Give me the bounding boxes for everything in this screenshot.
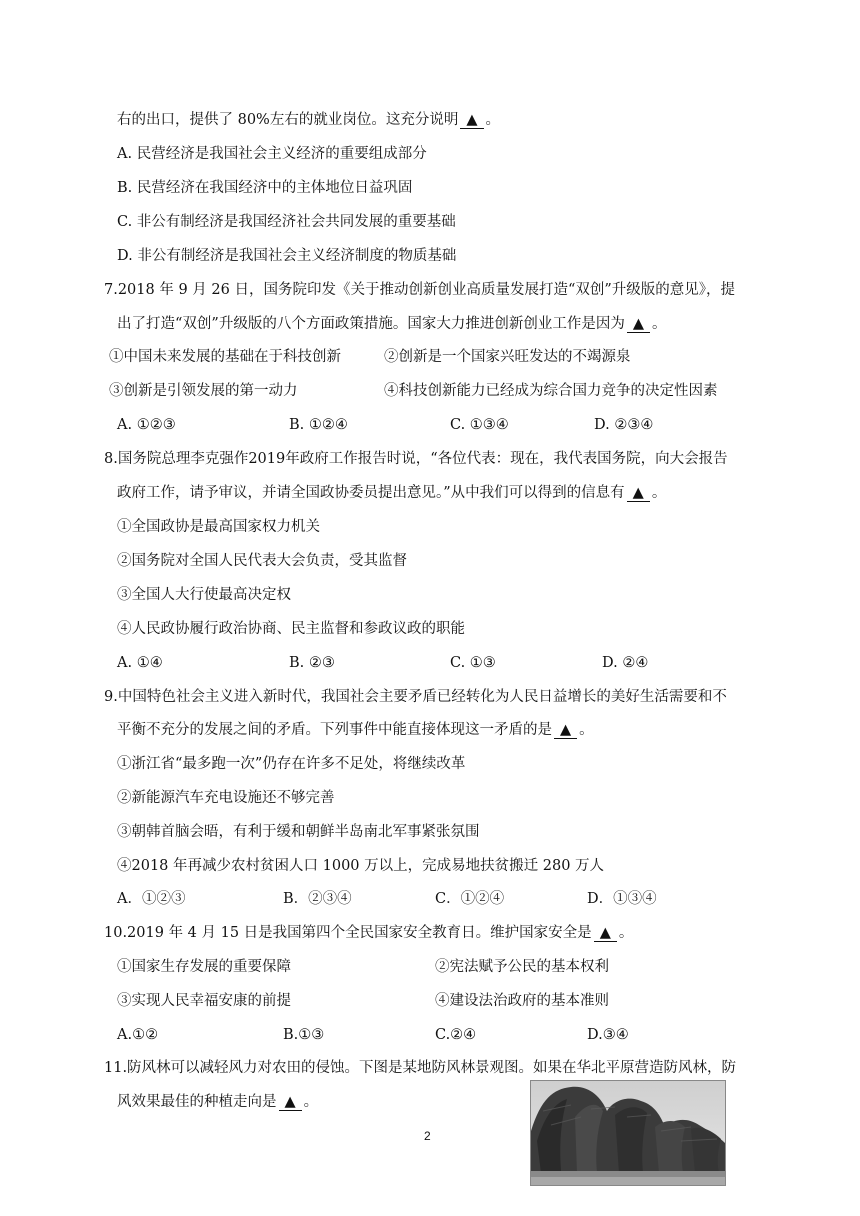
- q10-option-a: A.①②: [117, 1027, 159, 1043]
- q9-statement-3: ③朝韩首脑会晤，有利于缓和朝鲜半岛南北军事紧张氛围: [117, 824, 480, 840]
- windbreak-forest-photo: [530, 1080, 726, 1186]
- q8-blank-mark: ▲: [632, 485, 644, 501]
- q8-stem-end: 。: [651, 485, 667, 501]
- q11-answer-blank: [279, 1094, 302, 1111]
- q7-option-b: B. ①②④: [289, 417, 348, 433]
- q9-statement-4: ④2018 年再减少农村贫困人口 1000 万以上，完成易地扶贫搬迁 280 万人: [117, 858, 605, 874]
- q8-option-c: C. ①③: [450, 655, 496, 671]
- q7-option-d: D. ②③④: [594, 417, 654, 433]
- q9-option-c: C．①②④: [435, 891, 505, 907]
- q8-stem-text: 政府工作，请予审议，并请全国政协委员提出意见。”从中我们可以得到的信息有: [117, 485, 625, 501]
- q7-statement-4: ④科技创新能力已经成为综合国力竞争的决定性因素: [384, 383, 718, 399]
- q9-answer-blank: [554, 722, 577, 739]
- q8-statement-3: ③全国人大行使最高决定权: [117, 587, 291, 603]
- q8-option-a: A. ①④: [117, 655, 163, 671]
- q7-statement-3: ③创新是引领发展的第一动力: [109, 383, 298, 399]
- q10-statement-4: ④建设法治政府的基本准则: [435, 993, 609, 1009]
- q7-statement-2: ②创新是一个国家兴旺发达的不竭源泉: [384, 349, 631, 365]
- q8-statement-1: ①全国政协是最高国家权力机关: [117, 519, 320, 535]
- q6-blank-mark: ▲: [466, 112, 478, 128]
- q8-statement-2: ②国务院对全国人民代表大会负责，受其监督: [117, 553, 407, 569]
- q10-stem: [104, 923, 633, 943]
- q7-stem-end: 。: [651, 316, 667, 332]
- q6-option-b: B. 民营经济在我国经济中的主体地位日益巩固: [117, 180, 413, 196]
- q7-blank-mark: ▲: [632, 316, 644, 332]
- q11-blank-mark: ▲: [284, 1094, 296, 1110]
- q10-statement-1: ①国家生存发展的重要保障: [117, 959, 291, 975]
- q8-stem-line2: [117, 483, 666, 503]
- q6-stem: [117, 110, 500, 130]
- q10-stem-end: 。: [618, 925, 634, 941]
- q7-statement-1: ①中国未来发展的基础在于科技创新: [109, 349, 341, 365]
- q10-statement-3: ③实现人民幸福安康的前提: [117, 993, 291, 1009]
- q8-statement-4: ④人民政协履行政治协商、民主监督和参政议政的职能: [117, 621, 465, 637]
- q10-option-d: D.③④: [587, 1027, 629, 1043]
- q7-option-a: A. ①②③: [117, 417, 176, 433]
- q8-option-b: B. ②③: [289, 655, 335, 671]
- q10-blank-mark: ▲: [599, 925, 611, 941]
- q10-statement-2: ②宪法赋予公民的基本权利: [435, 959, 609, 975]
- q10-stem-text: 10.2019 年 4 月 15 日是我国第四个全民国家安全教育日。维护国家安全是: [104, 925, 592, 941]
- q9-option-a: A．①②③: [117, 891, 186, 907]
- q7-stem-line2: [117, 314, 666, 334]
- page-number: 2: [424, 1129, 431, 1143]
- q9-stem-line1: 9.中国特色社会主义进入新时代，我国社会主要矛盾已经转化为人民日益增长的美好生活需要和不: [104, 689, 727, 705]
- q7-stem-line1: 7.2018 年 9 月 26 日，国务院印发《关于推动创新创业高质量发展打造“双创”升级版的意见》，提: [104, 282, 736, 298]
- q9-stem-end: 。: [579, 722, 594, 738]
- q9-stem-text: 平衡不充分的发展之间的矛盾。下列事件中能直接体现这一矛盾的是: [117, 722, 552, 738]
- q9-option-d: D．①③④: [587, 891, 657, 907]
- q9-option-b: B．②③④: [283, 891, 352, 907]
- windbreak-forest-illustration: [531, 1081, 725, 1185]
- q8-answer-blank: [627, 485, 650, 502]
- q10-option-c: C.②④: [435, 1027, 477, 1043]
- q8-option-d: D. ②④: [602, 655, 649, 671]
- q6-stem-text: 右的出口，提供了 80%左右的就业岗位。这充分说明: [117, 112, 459, 128]
- q10-answer-blank: [594, 925, 617, 942]
- q6-stem-end: 。: [485, 112, 500, 128]
- q9-statement-1: ①浙江省“最多跑一次”仍存在许多不足处，将继续改革: [117, 756, 466, 772]
- q7-answer-blank: [627, 316, 650, 333]
- q11-stem-line2: [117, 1092, 318, 1112]
- q9-statement-2: ②新能源汽车充电设施还不够完善: [117, 790, 335, 806]
- q8-stem-line1: 8.国务院总理李克强作2019年政府工作报告时说，“各位代表：现在，我代表国务院，向大会报告: [104, 451, 728, 467]
- q11-stem-end: 。: [303, 1094, 319, 1110]
- q6-answer-blank: [460, 112, 483, 129]
- q9-blank-mark: ▲: [560, 722, 572, 738]
- q9-stem-line2: [117, 720, 594, 740]
- q6-option-a: A. 民营经济是我国社会主义经济的重要组成部分: [117, 146, 427, 162]
- q7-option-c: C. ①③④: [450, 417, 509, 433]
- q11-stem-line1: 11.防风林可以减轻风力对农田的侵蚀。下图是某地防风林景观图。如果在华北平原营造防风林，防: [104, 1060, 737, 1076]
- q6-option-d: D. 非公有制经济是我国社会主义经济制度的物质基础: [117, 248, 457, 264]
- q10-option-b: B.①③: [283, 1027, 325, 1043]
- q6-option-c: C. 非公有制经济是我国经济社会共同发展的重要基础: [117, 214, 456, 230]
- q11-stem-text: 风效果最佳的种植走向是: [117, 1094, 277, 1110]
- q7-stem-text: 出了打造“双创”升级版的八个方面政策措施。国家大力推进创新创业工作是因为: [117, 316, 625, 332]
